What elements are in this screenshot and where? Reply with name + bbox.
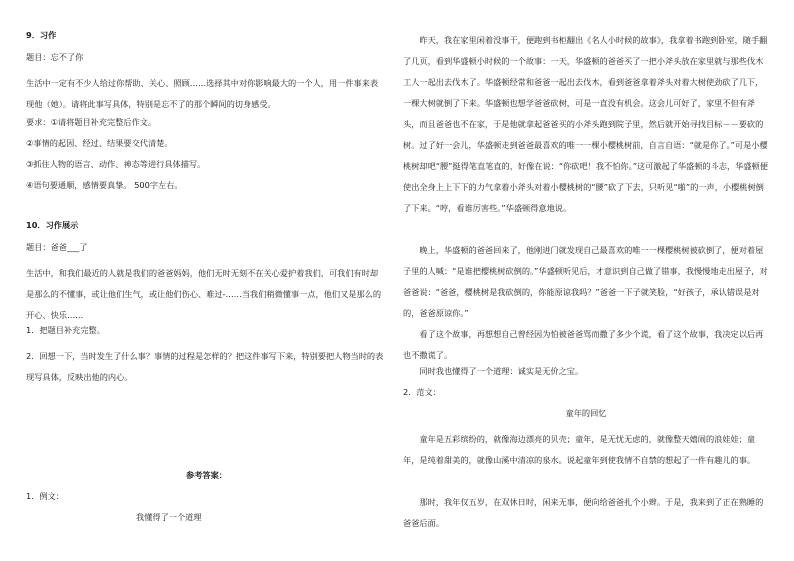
section-9-req-2: ②事情的起因、经过、结果要交代清楚。 (26, 138, 173, 148)
section-10-q2: 2．回想一下，当时发生了什么事？事情的过程是怎样的？把这件事写下来，特别要把人物当时的表现写具体，反映出他的内心。 (26, 351, 384, 382)
section-10-body: 生活中，和我们最近的人就是我们的爸爸妈妈，他们无时无刻不在关心爱护着我们，可我们有时却是那么的不懂事，或让他们生气，或让他们伤心、难过-……当我们稍微懂事一点，他们又是那么的开心、快乐…… (26, 268, 382, 320)
essay-1-title: 我懂得了一个道理 (136, 512, 202, 522)
essay-paragraph-3: 看了这个故事，再想想自己曾经因为怕被爸爸骂而撒了多少个谎，看了这个故事，我决定以后再也不撒谎了。 (403, 329, 764, 360)
section-9-title: 9．习作 (26, 30, 57, 40)
essay-paragraph-5: 童年是五彩缤纷的，就像海边漂亮的贝壳；童年，是无忧无虑的，就像整天嬉闹的浪娃娃；童年，是纯着甜美的，就像山溪中清凉的泉水。说起童年到使我情不自禁的想起了一件有趣儿的事。 (403, 434, 756, 465)
essay-paragraph-2: 晚上，华盛顿的爸爸回来了，他刚进门就发现自己最喜欢的唯一一棵樱桃树被砍倒了，便对着屋子里的人喊：“是谁把樱桃树砍倒的。”华盛顿听见后，才意识到自己做了错事，我慢慢地走出屋子，对爸爸说：“爸爸，樱桃树是我砍倒的，你能原谅我吗？”爸爸一下子就笑脸，“好孩子，承认错误是对的，爸爸原谅你。” (403, 245, 768, 318)
section-10-q1: 1．把题目补充完整。 (26, 325, 105, 335)
answers-item-2: 2．范文： (403, 387, 441, 397)
answers-item-1: 1．例文： (26, 491, 64, 501)
section-9-req-3: ③抓住人物的语言、动作、神态等进行具体描写。 (26, 159, 206, 169)
section-10-topic: 题目：爸爸___了 (26, 242, 88, 252)
section-9-body: 生活中一定有不少人给过你帮助、关心、照顾……选择其中对你影响最大的一个人，用一件事来表现他（她）。请将此事写具体，特别是忘不了的那个瞬间的切身感受。 (26, 78, 379, 109)
essay-paragraph-1: 昨天，我在家里闲着没事干，便跑到书柜翻出《名人小时候的故事》，我拿着书跑到卧室，随手翻了几页，看到华盛顿小时候的一个故事：一天，华盛顿的爸爸买了一把小斧头放在家里就与那些伐木工人一起出去伐木了。华盛顿经常和爸爸一起出去伐木，看到爸爸拿着斧头对着大树使劲砍了几下，一棵大树就倒了下来。华盛顿也想学爸爸砍树，可是一直没有机会。这会儿可好了，家里不但有斧头，而且爸爸也不在家，于是他就拿起爸爸买的小斧头跑到院子里，然后就开始寻找目标－－要砍的树。过了好一会儿，华盛顿走到爸爸最喜欢的唯一一棵小樱桃树前，自言自语：“就是你了。”可是小樱桃树却吧“腰”挺得笔直笔直的，好像在说：“你砍吧！我不怕你。”这可激起了华盛顿的斗志，华盛顿便使出全身上上下下的力气拿着小斧头对着小樱桃树的“腰”砍了下去，只听见“啪”的一声，小樱桃树倒了下来。“哼，看谁厉害些。”华盛顿得意地说。 (403, 35, 768, 213)
essay-2-title: 童年的回忆 (565, 408, 607, 418)
section-10-title: 10．习作展示 (26, 220, 79, 230)
section-9-req-1: 要求：①请将题目补充完整后作文。 (26, 117, 157, 127)
section-9-topic: 题目：忘不了你 (26, 52, 84, 62)
answers-title: 参考答案： (186, 470, 227, 480)
essay-paragraph-6: 那时，我年仅五岁，在双休日时，闲来无事，便向给爸爸扎个小辫。于是，我来到了正在熟睡的爸爸后面。 (403, 497, 764, 528)
section-9-req-4: ④语句要通顺，感情要真挚。 500字左右。 (26, 180, 183, 190)
essay-paragraph-4: 同时我也懂得了一个道理：诚实是无价之宝。 (419, 366, 584, 376)
